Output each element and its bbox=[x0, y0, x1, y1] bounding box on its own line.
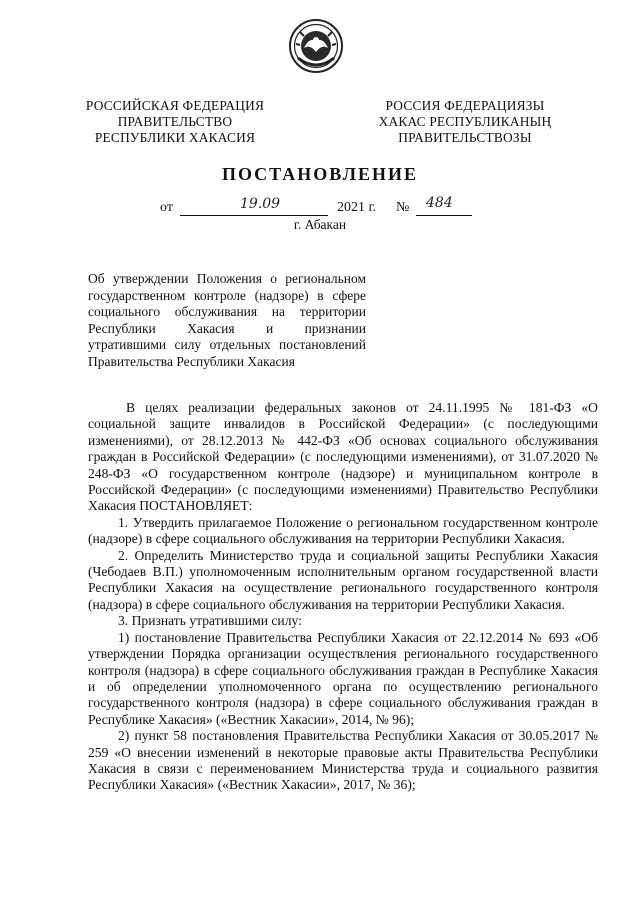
number-sign: № bbox=[396, 200, 410, 215]
header-right-line: ХАКАС РЕСПУБЛИКАНЫҢ bbox=[378, 114, 552, 129]
subject-line: Об утверждении Положения о региональном bbox=[88, 271, 366, 286]
header-left-line: РОССИЙСКАЯ ФЕДЕРАЦИЯ bbox=[85, 98, 265, 113]
document-body bbox=[88, 400, 598, 794]
date-line bbox=[160, 195, 490, 218]
body-paragraph-item-3: 3. Признать утратившими силу: bbox=[118, 613, 302, 629]
header-right-line: РОССИЯ ФЕДЕРАЦИЯЗЫ bbox=[385, 98, 545, 113]
date-year: 2021 г. bbox=[337, 200, 377, 215]
city-line: г. Абакан bbox=[293, 217, 347, 232]
handwritten-number: 484 bbox=[426, 195, 453, 211]
document-subject bbox=[88, 271, 366, 371]
body-paragraph-item-2: 2. Определить Министерство труда и социальной защиты Республики Хакасия (Чебодаев В.П.) уполномоченным исполнительным органом государственной власти Республики Хакасия на осуществление регионального государственного контроля (надзора) в сфере социального обслуживания на территории Республики Хакасия. bbox=[88, 547, 598, 612]
header-left-line: ПРАВИТЕЛЬСТВО bbox=[117, 114, 233, 129]
date-prefix: от bbox=[160, 200, 173, 215]
body-paragraph-preamble: В целях реализации федеральных законов от 24.11.1995 № 181-ФЗ «О социальной защите инвалидов в Российской Федерации» (с последующими изменениями), от 28.12.2013 № 442-ФЗ «Об основах социального обслуживания граждан в Российской Федерации» (с последующими изменениями), от 31.07.2020 № 248-ФЗ «О государственном контроле (надзоре) и муниципальном контроле в Российской Федерации» (с последующими изменениями) Правительство Республики Хакасия ПОСТАНОВЛЯЕТ: bbox=[88, 400, 598, 514]
header-right bbox=[350, 98, 580, 146]
body-paragraph-item-1: 1. Утвердить прилагаемое Положение о региональном государственном контроле (надзоре) в сфере социального обслуживания на территории Республики Хакасия. bbox=[88, 514, 598, 547]
header-right-line: ПРАВИТЕЛЬСТВОЗЫ bbox=[398, 130, 532, 145]
subject-line: социального обслуживания на территории bbox=[88, 304, 366, 320]
subject-line: государственном контроле (надзоре) в сфере bbox=[88, 287, 366, 303]
header-left-line: РЕСПУБЛИКИ ХАКАСИЯ bbox=[94, 130, 256, 145]
body-paragraph-subitem-1: 1) постановление Правительства Республики Хакасия от 22.12.2014 № 693 «Об утверждении Порядка организации осуществления регионального государственного контроля (надзора) в сфере социального обслуживания граждан в Республике Хакасия и об определении уполномоченного органа по осуществлению регионального государственного контроля (надзора) в сфере социального обслуживания граждан в Республике Хакасия» («Вестник Хакасии», 2014, № 96); bbox=[88, 629, 598, 727]
subject-line: Правительства Республики Хакасия bbox=[88, 353, 295, 369]
body-paragraph-subitem-2: 2) пункт 58 постановления Правительства Республики Хакасия от 30.05.2017 № 259 «О внесении изменений в некоторые правовые акты Правительства Республики Хакасия в связи с переименованием Министерства труда и социального развития Республики Хакасия» («Вестник Хакасии», 2017, № 36); bbox=[88, 728, 598, 793]
subject-line: утратившими силу отдельных постановлений bbox=[88, 337, 366, 353]
handwritten-date: 19.09 bbox=[240, 196, 281, 212]
subject-line: Республики Хакасия и признании bbox=[88, 320, 366, 336]
coat-of-arms-emblem-icon bbox=[288, 18, 344, 74]
header-left bbox=[70, 98, 280, 146]
document-title: ПОСТАНОВЛЕНИЕ bbox=[221, 164, 419, 184]
